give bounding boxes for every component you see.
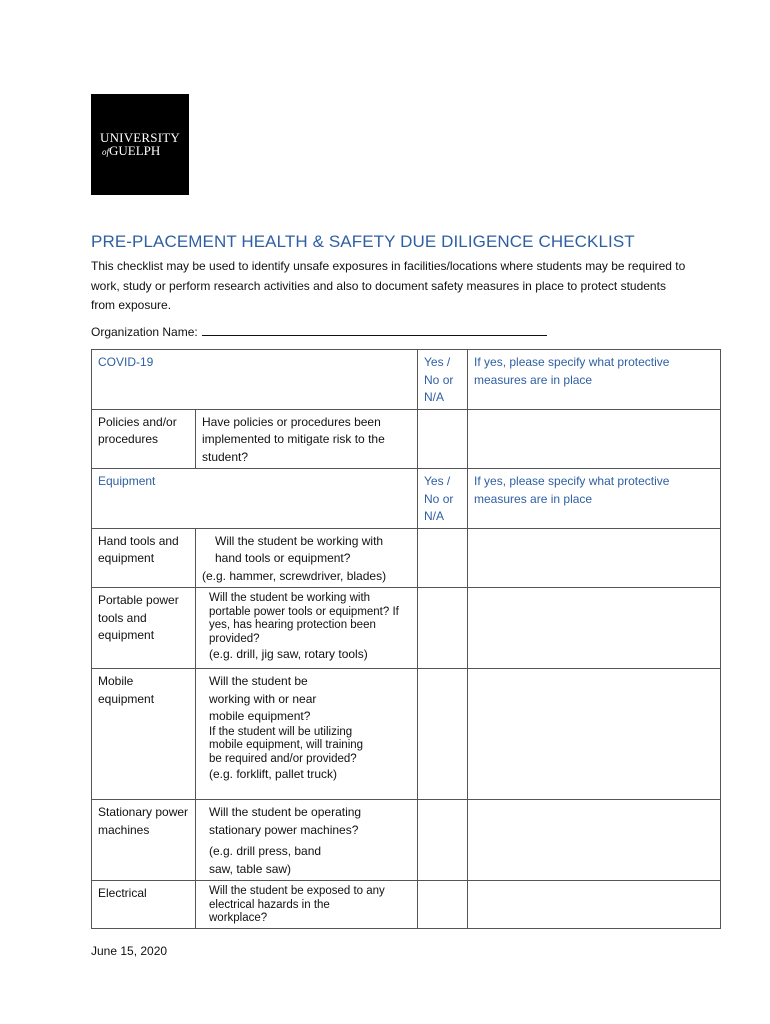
measures-cell[interactable]: [468, 409, 721, 469]
row-label: Electrical: [92, 881, 196, 929]
measures-cell[interactable]: [468, 669, 721, 800]
row-question: Will the student be operating stationary power machines?: [209, 805, 362, 837]
row-question-cell: [196, 588, 418, 669]
row-question-cell: [196, 669, 418, 800]
row-question: Will the student be working with hand tools or equipment?: [215, 533, 384, 565]
yes-no-cell[interactable]: [418, 588, 468, 669]
measures-cell[interactable]: [468, 528, 721, 588]
yes-no-cell[interactable]: [418, 409, 468, 469]
yes-no-header: Yes / No or N/A: [418, 469, 468, 529]
organization-name-label: Organization Name:: [91, 325, 198, 339]
row-label: Hand tools and equipment: [92, 528, 196, 588]
row-question: Will the student be exposed to any electrical hazards in the workplace?: [209, 885, 385, 924]
section-header-equipment: [92, 469, 721, 529]
logo-line2: ofGUELPH: [102, 143, 161, 158]
row-example: (e.g. forklift, pallet truck): [209, 767, 338, 781]
footer-date: June 15, 2020: [91, 944, 168, 958]
row-question: Will the student be working with portable power tools or equipment? If yes, has hearing protection been provided?: [209, 592, 399, 645]
table-row: [92, 881, 721, 929]
table-row: [92, 800, 721, 881]
row-question-cell: [196, 528, 418, 588]
organization-name-field[interactable]: [91, 324, 547, 339]
row-question: Have policies or procedures been implemented to mitigate risk to the student?: [196, 409, 418, 469]
row-label: Mobile equipment: [92, 669, 196, 800]
row-label: Stationary power machines: [92, 800, 196, 881]
yes-no-cell[interactable]: [418, 881, 468, 929]
yes-no-cell[interactable]: [418, 669, 468, 800]
row-label: Portable power tools and equipment: [92, 588, 196, 669]
specify-header: If yes, please specify what protective measures are in place: [468, 469, 721, 529]
row-question-cell: [196, 881, 418, 929]
measures-cell[interactable]: [468, 588, 721, 669]
row-question-2: If the student will be utilizing mobile equipment, will training be required and/or provided?: [209, 725, 364, 765]
yes-no-cell[interactable]: [418, 800, 468, 881]
page-title: PRE-PLACEMENT HEALTH & SAFETY DUE DILIGENCE CHECKLIST: [91, 232, 635, 251]
row-label: Policies and/or procedures: [92, 409, 196, 469]
section-title-covid: COVID-19: [92, 350, 418, 410]
section-title-equipment: Equipment: [92, 469, 418, 529]
organization-name-line[interactable]: [202, 324, 547, 336]
row-example: (e.g. drill, jig saw, rotary tools): [209, 647, 368, 661]
yes-no-header: Yes / No or N/A: [418, 350, 468, 410]
measures-cell[interactable]: [468, 881, 721, 929]
table-row: [92, 409, 721, 469]
intro-paragraph: This checklist may be used to identify unsafe exposures in facilities/locations where students may be required to work, study or perform research activities and also to document safety measures in place to protect students from exposure.: [91, 259, 686, 312]
table-row: [92, 588, 721, 669]
row-example: (e.g. drill press, band saw, table saw): [209, 844, 322, 876]
row-example: (e.g. hammer, screwdriver, blades): [202, 568, 387, 583]
university-logo: [91, 94, 189, 195]
measures-cell[interactable]: [468, 800, 721, 881]
specify-header: If yes, please specify what protective measures are in place: [468, 350, 721, 410]
row-question: Will the student be working with or near mobile equipment?: [209, 674, 317, 723]
section-header-covid: [92, 350, 721, 410]
row-question-cell: [196, 800, 418, 881]
checklist-table: [91, 349, 721, 929]
yes-no-cell[interactable]: [418, 528, 468, 588]
table-row: [92, 669, 721, 800]
table-row: [92, 528, 721, 588]
logo-line1: UNIVERSITY: [100, 130, 180, 145]
